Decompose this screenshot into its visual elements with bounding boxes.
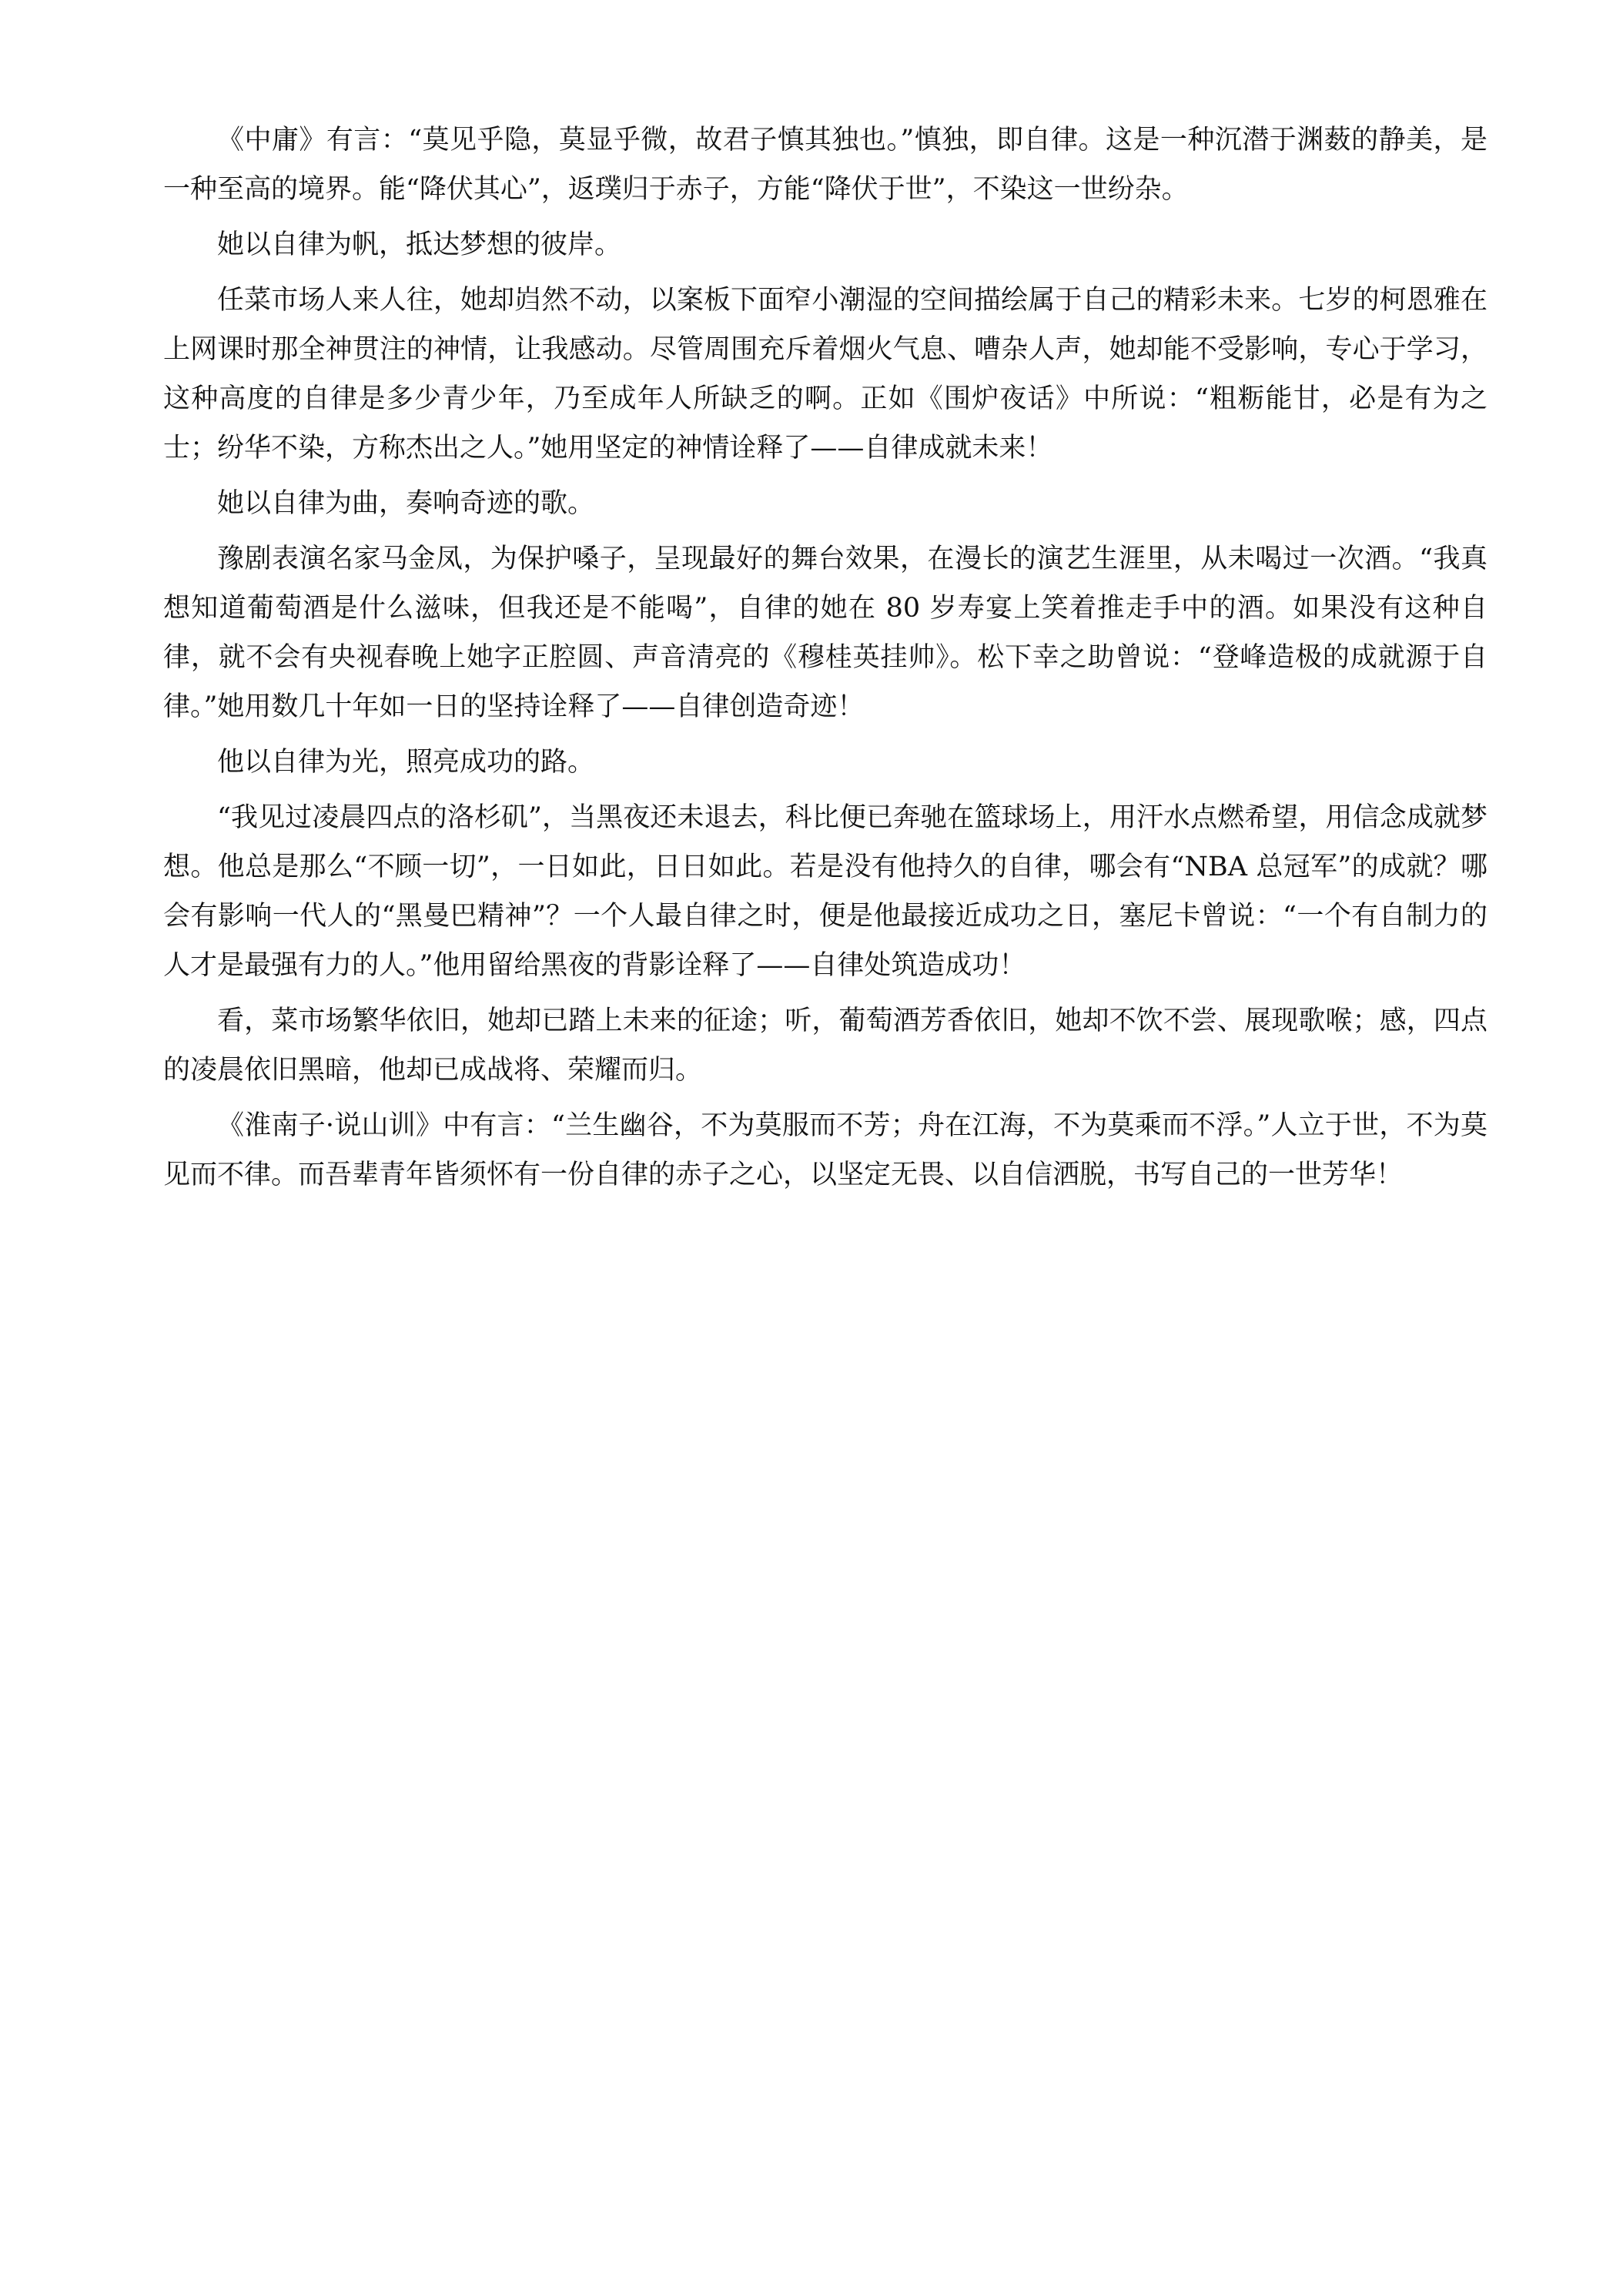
essay-body bbox=[163, 115, 1487, 1206]
paragraph-2: 她以自律为帆，抵达梦想的彼岸。 bbox=[217, 229, 622, 260]
paragraph-8: 看，菜市场繁华依旧，她却已踏上未来的征途；听，葡萄酒芳香依旧，她却不饮不尝、展现歌喉；感，四点的凌晨依旧黑暗，他却已成战将、荣耀而归。 bbox=[163, 1006, 1487, 1086]
paragraph-6: 他以自律为光，照亮成功的路。 bbox=[217, 747, 595, 778]
paragraph-4: 她以自律为曲，奏响奇迹的歌。 bbox=[217, 488, 595, 519]
paragraph-9: 《淮南子·说山训》中有言：“兰生幽谷，不为莫服而不芳；舟在江海，不为莫乘而不浮。”人立于世，不为莫见而不律。而吾辈青年皆须怀有一份自律的赤子之心，以坚定无畏、以自信洒脱，书写自己的一世芳华！ bbox=[163, 1110, 1487, 1190]
paragraph-1: 《中庸》有言：“莫见乎隐，莫显乎微，故君子慎其独也。”慎独，即自律。这是一种沉潜于渊薮的静美，是一种至高的境界。能“降伏其心”，返璞归于赤子，方能“降伏于世”，不染这一世纷杂。 bbox=[163, 125, 1487, 205]
paragraph-7: “我见过凌晨四点的洛杉矶”，当黑夜还未退去，科比便已奔驰在篮球场上，用汗水点燃希望，用信念成就梦想。他总是那么“不顾一切”，一日如此，日日如此。若是没有他持久的自律，哪会有“NBA 总冠军”的成就？哪会有影响一代人的“黑曼巴精神”？一个人最自律之时，便是他最接近成功之日，塞尼卡曾说：“一个有自制力的人才是最强有力的人。”他用留给黑夜的背影诠释了——自律处筑造成功！ bbox=[163, 802, 1487, 981]
paragraph-3: 任菜市场人来人往，她却岿然不动，以案板下面窄小潮湿的空间描绘属于自己的精彩未来。七岁的柯恩雅在上网课时那全神贯注的神情，让我感动。尽管周围充斥着烟火气息、嘈杂人声，她却能不受影响，专心于学习，这种高度的自律是多少青少年，乃至成年人所缺乏的啊。正如《围炉夜话》中所说：“粗粝能甘，必是有为之士；纷华不染，方称杰出之人。”她用坚定的神情诠释了——自律成就未来！ bbox=[163, 285, 1487, 464]
paragraph-5: 豫剧表演名家马金凤，为保护嗓子，呈现最好的舞台效果，在漫长的演艺生涯里，从未喝过一次酒。“我真想知道葡萄酒是什么滋味，但我还是不能喝”，自律的她在 80 岁寿宴上笑着推走手中的酒。如果没有这种自律，就不会有央视春晚上她字正腔圆、声音清亮的《穆桂英挂帅》。松下幸之助曾说：“登峰造极的成就源于自律。”她用数几十年如一日的坚持诠释了——自律创造奇迹！ bbox=[163, 544, 1487, 722]
